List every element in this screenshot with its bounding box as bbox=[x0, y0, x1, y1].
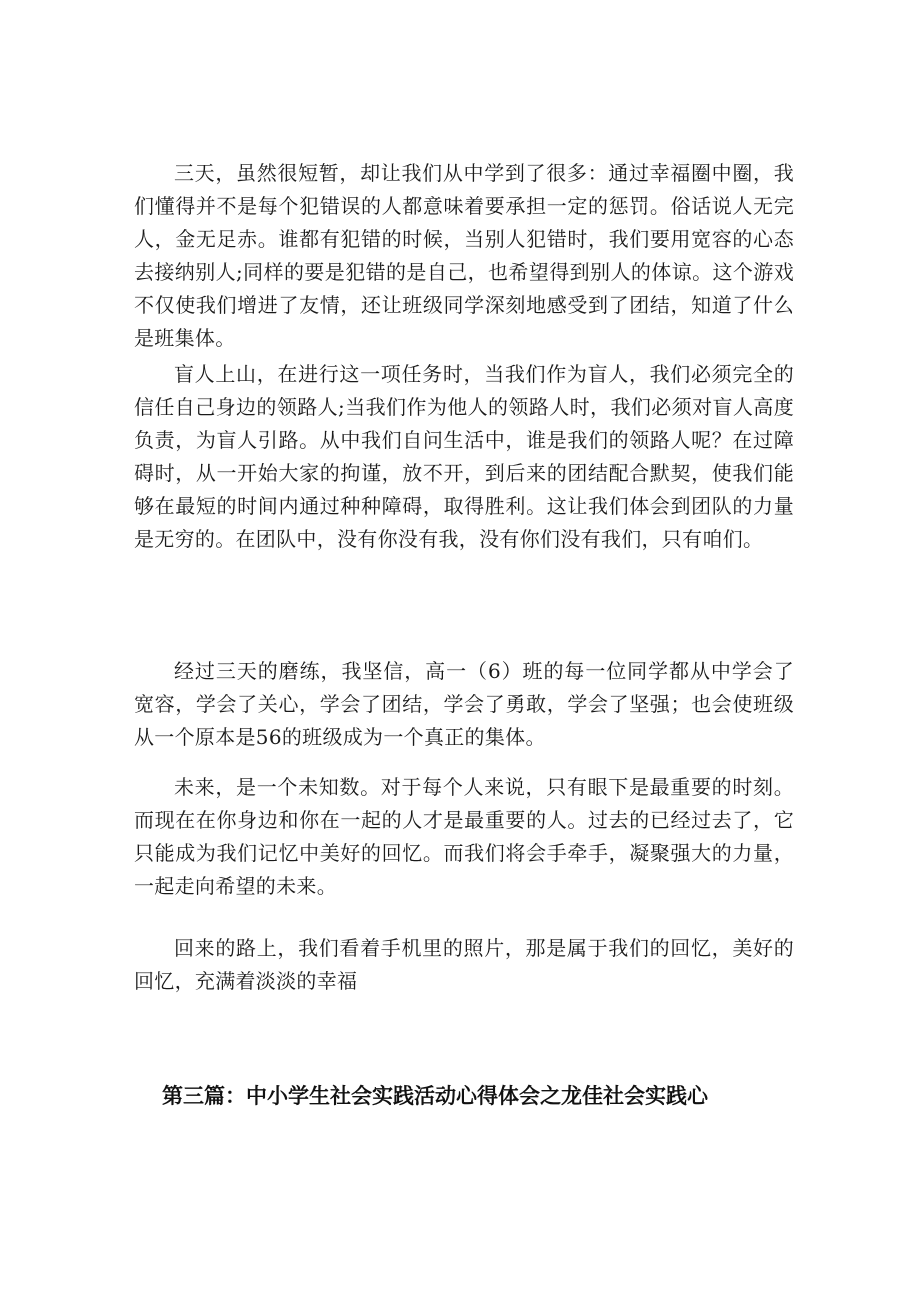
section-heading: 第三篇：中小学生社会实践活动心得体会之龙佳社会实践心 bbox=[162, 1084, 708, 1108]
paragraph-5 bbox=[134, 932, 794, 998]
paragraph-3 bbox=[134, 655, 794, 754]
paragraph-text: 盲人上山，在进行这一项任务时，当我们作为盲人，我们必须完全的信任自己身边的领路人;当我们作为他人的领路人时，我们必须对盲人高度负责，为盲人引路。从中我们自问生活中，谁是我们的领路人呢？在过障碍时，从一开始大家的拘谨，放不开，到后来的团结配合默契，使我们能够在最短的时间内通过种种障碍，取得胜利。这让我们体会到团队的力量是无穷的。在团队中，没有你没有我，没有你们没有我们，只有咱们。 bbox=[134, 362, 794, 551]
paragraph-text: 回来的路上，我们看着手机里的照片，那是属于我们的回忆，美好的回忆，充满着淡淡的幸福 bbox=[134, 936, 794, 993]
paragraph-2 bbox=[134, 358, 794, 556]
paragraph-text: 未来，是一个未知数。对于每个人来说，只有眼下是最重要的时刻。而现在在你身边和你在一起的人才是最重要的人。过去的已经过去了，它只能成为我们记忆中美好的回忆。而我们将会手牵手，凝聚强大的力量，一起走向希望的未来。 bbox=[134, 775, 794, 898]
paragraph-text: 经过三天的磨练，我坚信，高一（6）班的每一位同学都从中学会了宽容，学会了关心，学会了团结，学会了勇敢，学会了坚强；也会使班级从一个原本是56的班级成为一个真正的集体。 bbox=[134, 659, 794, 749]
paragraph-1 bbox=[134, 157, 794, 355]
paragraph-4 bbox=[134, 771, 794, 903]
paragraph-text: 三天，虽然很短暂，却让我们从中学到了很多：通过幸福圈中圈，我们懂得并不是每个犯错误的人都意味着要承担一定的惩罚。俗话说人无完人，金无足赤。谁都有犯错的时候，当别人犯错时，我们要用宽容的心态去接纳别人;同样的要是犯错的是自己，也希望得到别人的体谅。这个游戏不仅使我们增进了友情，还让班级同学深刻地感受到了团结，知道了什么是班集体。 bbox=[134, 161, 794, 350]
